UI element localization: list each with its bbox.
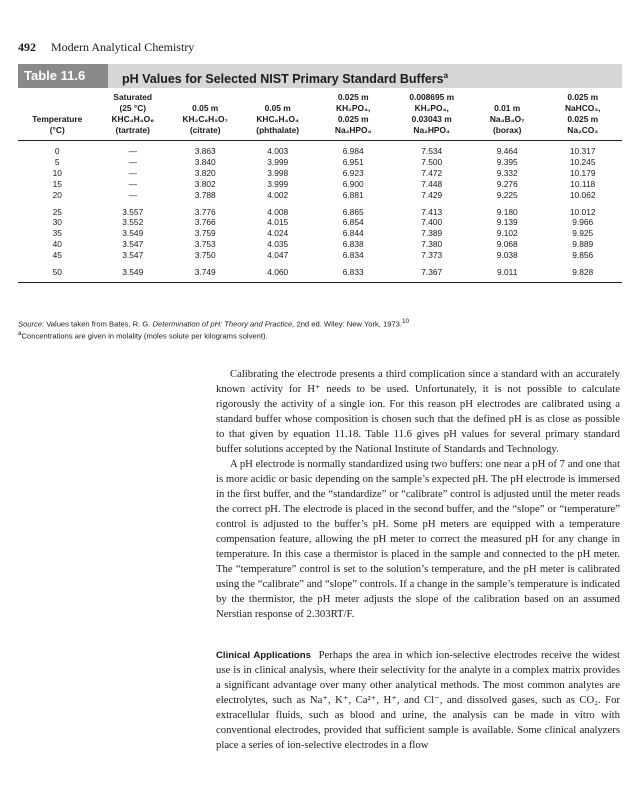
column-header-line: 0.008695 m — [409, 92, 455, 102]
page-number: 492 — [18, 40, 36, 54]
temperature-cell: 10 — [52, 167, 62, 178]
ph-value-cell: 3.820 — [194, 167, 216, 178]
column-header-line: 0.025 m — [337, 92, 369, 102]
ph-value-cell: 4.002 — [267, 189, 289, 200]
temperature-cell: 5 — [54, 156, 60, 167]
ph-value-cell: 9.225 — [496, 189, 518, 200]
temperature-cell: 50 — [18, 261, 97, 282]
ph-value-cell: 9.966 — [572, 217, 594, 228]
source-ref: 10 — [402, 318, 410, 325]
temperature-cell: 30 — [52, 217, 62, 228]
table-title-footnote-mark: a — [443, 71, 449, 80]
table-row — [18, 168, 622, 179]
ph-value-cell: 3.802 — [194, 178, 216, 189]
ph-value-cell: 10.179 — [569, 167, 596, 178]
column-header-4 — [314, 92, 393, 141]
ph-value-cell: — — [128, 178, 137, 189]
ph-value-cell: 3.999 — [267, 156, 289, 167]
ph-value-cell: 6.881 — [342, 189, 364, 200]
ph-value-cell: 4.060 — [241, 261, 313, 282]
ph-value-cell: 10.118 — [570, 178, 596, 189]
column-header-line: Na₂HPO₄ — [334, 125, 372, 135]
running-head — [18, 40, 194, 55]
table-row — [18, 201, 622, 218]
column-header-5 — [392, 92, 471, 141]
ph-value-cell: 3.549 — [122, 228, 144, 239]
ph-value-cell: 4.008 — [267, 206, 289, 217]
ph-value-cell: 7.373 — [421, 250, 443, 261]
ph-value-cell: 6.951 — [342, 156, 364, 167]
running-title: Modern Analytical Chemistry — [51, 40, 195, 54]
ph-value-cell: 9.889 — [572, 239, 594, 250]
ph-value-cell: 7.413 — [421, 206, 443, 217]
column-header-line: 0.025 m — [567, 114, 599, 124]
column-header-line: Na₂CO₃ — [567, 125, 599, 135]
table-footnote — [18, 330, 268, 341]
temperature-cell: 40 — [52, 239, 62, 250]
temperature-cell: 0 — [54, 146, 60, 156]
table-row — [18, 239, 622, 250]
ph-value-cell: 9.276 — [496, 178, 518, 189]
column-header-line: (25 °C) — [119, 103, 147, 113]
ph-value-cell: 6.984 — [342, 146, 364, 156]
table-header-row — [18, 92, 622, 141]
column-header-0 — [18, 92, 97, 141]
column-header-line: (phthalate) — [256, 125, 300, 135]
column-header-line: KHC₄H₄O₆ — [111, 114, 154, 124]
column-header-line: (borax) — [492, 125, 522, 135]
temperature-cell: 15 — [52, 178, 62, 189]
column-header-line: Saturated — [113, 92, 153, 102]
ph-value-cell: 3.547 — [122, 250, 144, 261]
table-title-text: pH Values for Selected NIST Primary Standard Buffers — [122, 72, 444, 87]
column-header-6 — [471, 92, 543, 141]
ph-value-cell: 9.856 — [572, 250, 594, 261]
footnote-mark: a — [18, 330, 22, 337]
ph-value-cell: 3.557 — [122, 206, 144, 217]
ph-value-cell: 3.750 — [194, 250, 216, 261]
ph-value-cell: 6.900 — [342, 178, 364, 189]
ph-value-cell: 6.865 — [342, 206, 364, 217]
ph-value-cell: 7.389 — [421, 228, 443, 239]
ph-value-cell: 3.547 — [122, 239, 144, 250]
ph-value-cell: 9.395 — [496, 156, 518, 167]
table-row — [18, 250, 622, 261]
footnote-text: Concentrations are given in molality (moles solute per kilograms solvent). — [21, 331, 268, 341]
temperature-cell: 35 — [52, 228, 62, 239]
ph-value-cell: 7.448 — [421, 178, 443, 189]
body-section-1 — [216, 367, 620, 622]
ph-value-cell: 3.840 — [194, 156, 216, 167]
ph-value-cell: 7.367 — [392, 261, 471, 282]
ph-value-cell: 9.139 — [496, 217, 518, 228]
source-title: Determination of pH: Theory and Practice, — [152, 319, 295, 329]
ph-value-cell: 4.035 — [267, 239, 289, 250]
section-heading-clinical-applications: Clinical Applications — [216, 650, 311, 661]
ph-value-cell: — — [128, 189, 137, 200]
ph-value-cell: 3.788 — [194, 189, 216, 200]
column-header-1 — [97, 92, 169, 141]
column-header-line: Temperature — [32, 114, 83, 124]
ph-value-cell: 6.923 — [342, 167, 364, 178]
ph-value-cell: 4.024 — [267, 228, 289, 239]
temperature-cell: 20 — [52, 189, 62, 200]
table-row — [18, 179, 622, 190]
ph-value-cell: 4.015 — [267, 217, 289, 228]
ph-value-cell: 10.317 — [569, 146, 596, 156]
table-row — [18, 228, 622, 239]
column-header-2 — [169, 92, 241, 141]
table-row — [18, 217, 622, 228]
ph-value-cell: — — [128, 167, 137, 178]
ph-value-cell: 10.245 — [569, 156, 596, 167]
column-header-line: NaHCO₃, — [564, 103, 601, 113]
column-header-line: Na₂HPO₄ — [413, 125, 450, 135]
ph-value-cell: 7.400 — [421, 217, 443, 228]
ph-value-cell: 3.549 — [97, 261, 169, 282]
table-row — [18, 157, 622, 168]
ph-value-cell: 3.863 — [194, 146, 216, 156]
column-header-line: 0.03043 m — [411, 114, 452, 124]
ph-value-cell: 7.500 — [421, 156, 443, 167]
source-label: Source: — [18, 319, 45, 329]
table-source — [18, 318, 409, 329]
table-title — [122, 64, 448, 91]
table-title-bar — [18, 64, 622, 88]
table-body — [18, 141, 622, 283]
temperature-cell: 25 — [52, 206, 62, 217]
ph-value-cell: 3.766 — [194, 217, 216, 228]
paragraph-3-block — [216, 648, 620, 753]
buffer-table — [18, 92, 622, 283]
ph-value-cell: 9.180 — [496, 206, 518, 217]
ph-value-cell: 6.838 — [342, 239, 364, 250]
ph-value-cell: 9.068 — [496, 239, 518, 250]
ph-value-cell: — — [128, 156, 137, 167]
ph-value-cell: 10.062 — [569, 189, 596, 200]
ph-value-cell: 9.925 — [572, 228, 594, 239]
column-header-line: 0.01 m — [494, 103, 521, 113]
ph-value-cell: 10.012 — [569, 206, 596, 217]
ph-value-cell: — — [128, 146, 137, 156]
ph-value-cell: 7.380 — [421, 239, 443, 250]
table-row — [18, 261, 622, 282]
source-post: 2nd ed. Wiley: New York, 1973. — [296, 319, 403, 329]
ph-value-cell: 6.844 — [342, 228, 364, 239]
ph-value-cell: 3.998 — [267, 167, 289, 178]
column-header-line: 0.025 m — [567, 92, 599, 102]
column-header-line: KH₂PO₄, — [414, 103, 449, 113]
ph-value-cell: 3.759 — [194, 228, 216, 239]
column-header-line: 0.025 m — [337, 114, 369, 124]
paragraph-2: A pH electrode is normally standardized using two buffers: one near a pH of 7 and one that is more acidic or basic depending on the sample’s expected pH. The pH electrode is immersed in the first buffer, and the “standardize” or “calibrate” control is adjusted until the meter reads the correct pH. The electrode is placed in the second buffer, and the “slope” or “temperature” control is adjusted to the buffer’s pH. Some pH meters are equipped with a temperature compensation feature, allowing the pH meter to correct the measured pH for any change in temperature. In this case a thermistor is placed in the sample and connected to the pH meter. The “temperature” control is set to the solution’s temperature, and the pH meter is calibrated using the “calibrate” and “slope” controls. If a change in the sample’s temperature is indicated by the thermistor, the pH meter adjusts the slope of the calibration based on an assumed Nerstian response of 2.303RT/F. — [216, 458, 620, 620]
column-header-7 — [543, 92, 622, 141]
ph-value-cell: 3.999 — [267, 178, 289, 189]
ph-value-cell: 6.833 — [314, 261, 393, 282]
temperature-cell: 45 — [52, 250, 62, 261]
table-row — [18, 190, 622, 201]
ph-value-cell: 9.102 — [496, 228, 518, 239]
paragraph-1: Calibrating the electrode presents a third complication since a standard with an accurately known activity for H⁺ needs to be used. Unfortunately, it is not possible to calculate rigorously the activity of a single ion. For this reason pH electrodes are calibrated using a standard buffer whose composition is chosen such that the defined pH is as close as possible to that given by equation 11.18. Table 11.6 gives pH values for several primary standard buffer solutions accepted by the National Institute of Standards and Technology. — [216, 368, 620, 455]
column-header-line: (tartrate) — [115, 125, 150, 135]
ph-value-cell: 3.552 — [122, 217, 144, 228]
body-section-2 — [216, 648, 620, 753]
ph-value-cell: 9.464 — [496, 146, 518, 156]
ph-value-cell: 3.753 — [194, 239, 216, 250]
column-header-line: KH₂C₆H₅O₇ — [182, 114, 228, 124]
ph-value-cell: 6.854 — [342, 217, 364, 228]
ph-value-cell: 4.003 — [267, 146, 289, 156]
column-header-line: KH₂PO₄, — [336, 103, 371, 113]
column-header-line: KHC₈H₄O₄ — [256, 114, 299, 124]
ph-value-cell: 9.332 — [496, 167, 518, 178]
column-header-line: (°C) — [49, 125, 65, 135]
column-header-line: 0.05 m — [264, 103, 291, 113]
ph-value-cell: 7.429 — [421, 189, 443, 200]
ph-value-cell: 9.828 — [543, 261, 622, 282]
column-header-line: 0.05 m — [192, 103, 219, 113]
ph-value-cell: 9.011 — [471, 261, 543, 282]
ph-value-cell: 3.749 — [169, 261, 241, 282]
column-header-line: (citrate) — [189, 125, 221, 135]
column-header-3 — [241, 92, 313, 141]
ph-value-cell: 7.472 — [421, 167, 443, 178]
source-pre: Values taken from Bates, R. G. — [46, 319, 151, 329]
ph-value-cell: 6.834 — [342, 250, 364, 261]
column-header-line: Na₄B₄O₇ — [489, 114, 525, 124]
ph-value-cell: 4.047 — [267, 250, 289, 261]
ph-value-cell: 7.534 — [421, 146, 443, 156]
table-label: Table 11.6 — [18, 64, 108, 88]
table-row — [18, 141, 622, 157]
ph-value-cell: 9.038 — [496, 250, 518, 261]
paragraph-3: Perhaps the area in which ion-selective electrodes receive the widest use is in clinical analysis, where their selectivity for the analyte in a complex matrix provides a significant advantage over many other analytical methods. The most common analytes are electrolytes, such as Na⁺, K⁺, Ca²⁺, H⁺, and Cl⁻, and dissolved gases, such as CO₂. For extracellular fluids, such as blood and urine, the analysis can be made in vitro with conventional electrodes, provided that sufficient sample is available. Some clinical analyzers place a series of ion-selective electrodes in a flow — [216, 649, 621, 751]
ph-value-cell: 3.776 — [194, 206, 216, 217]
